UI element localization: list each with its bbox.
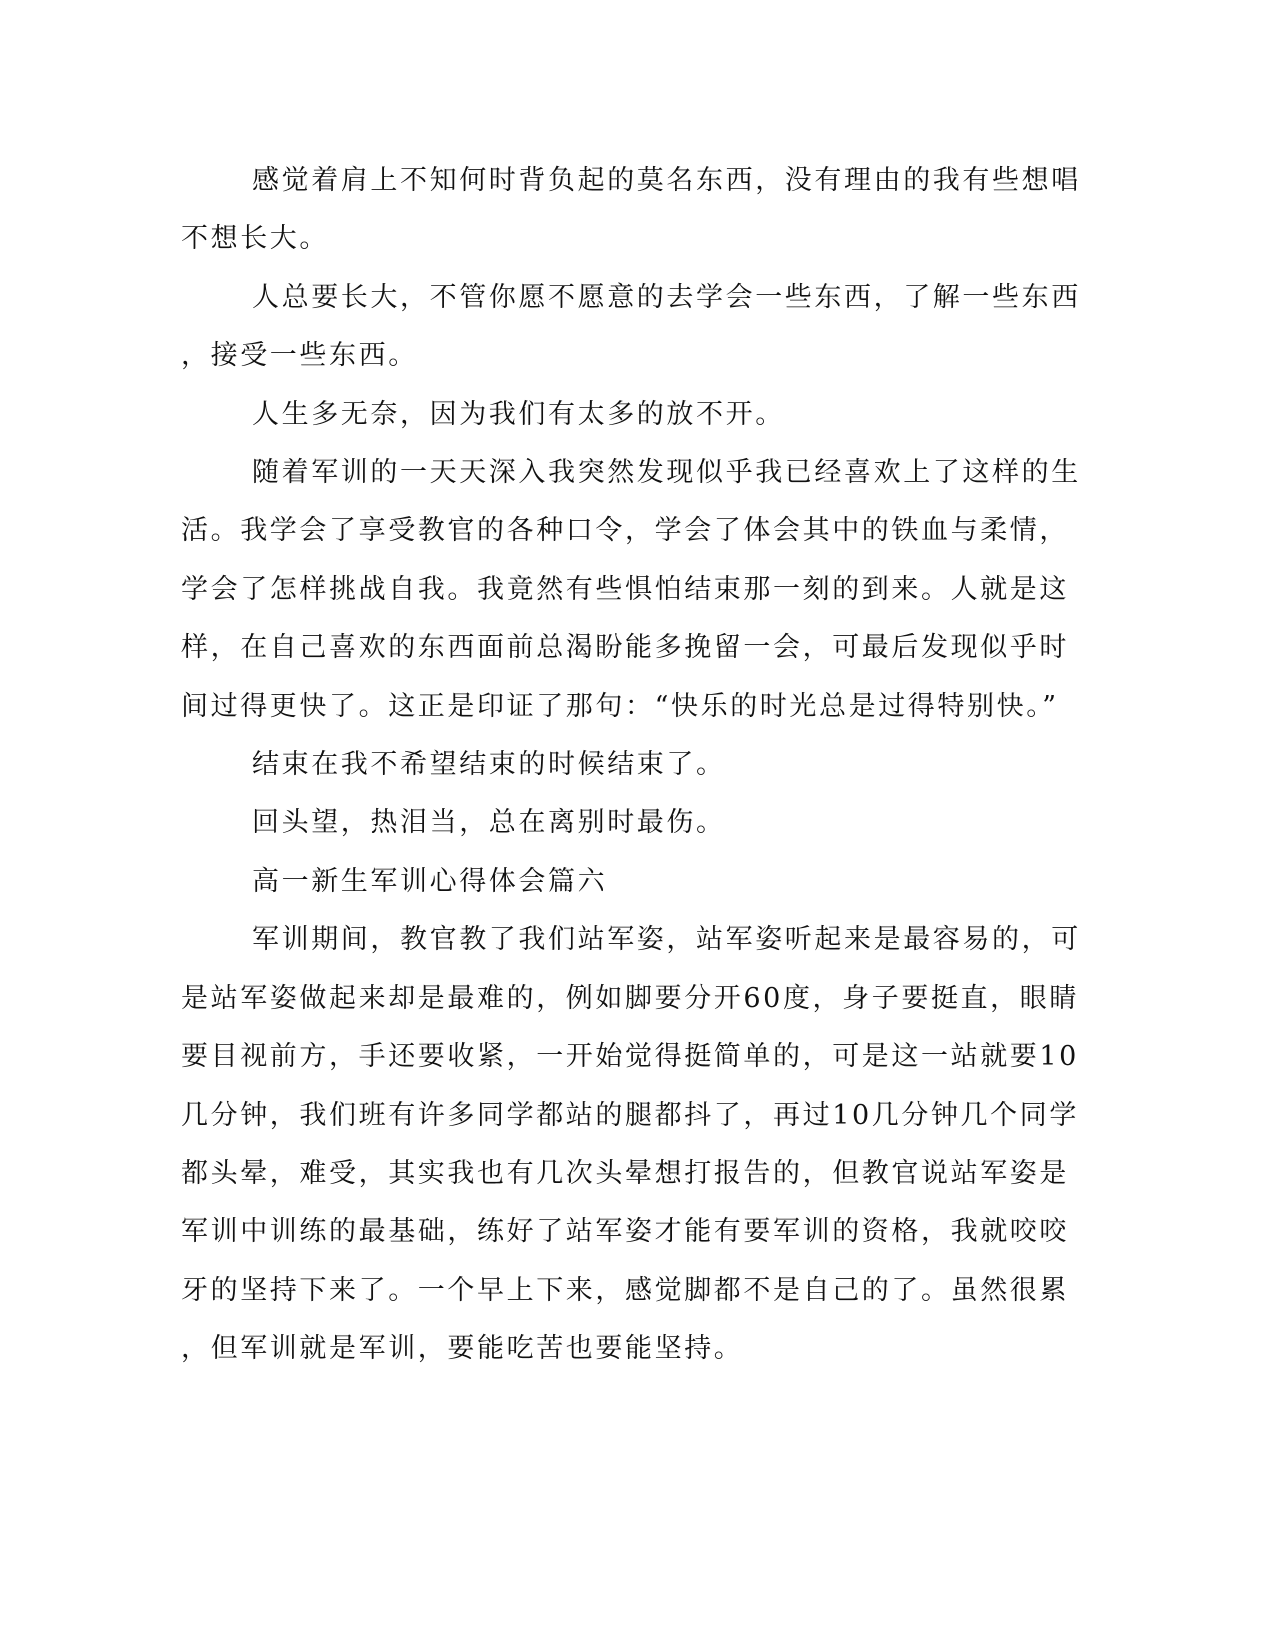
paragraph-3 xyxy=(181,386,1031,444)
text-line: 随着军训的一天天深入我突然发现似乎我已经喜欢上了这样的生 xyxy=(252,457,1081,489)
paragraph-1 xyxy=(181,152,1081,269)
paragraph-8 xyxy=(181,911,1081,1378)
text-line: 结束在我不希望结束的时候结束了。 xyxy=(252,749,726,781)
text-line: 是站军姿做起来却是最难的，例如脚要分开60度，身子要挺直，眼睛 xyxy=(181,982,1079,1014)
text-line: 不想长大。 xyxy=(181,223,329,255)
document-body xyxy=(181,152,1081,1379)
text-line: 间过得更快了。这正是印证了那句：“快乐的时光总是过得特别快。” xyxy=(181,690,1059,722)
text-line: 军训期间，教官教了我们站军姿，站军姿听起来是最容易的，可 xyxy=(252,924,1081,956)
text-line: 学会了怎样挑战自我。我竟然有些惧怕结束那一刻的到来。人就是这 xyxy=(181,573,1069,605)
paragraph-4 xyxy=(181,444,1081,736)
text-line: 牙的坚持下来了。一个早上下来，感觉脚都不是自己的了。虽然很累 xyxy=(181,1274,1069,1306)
text-line: 高一新生军训心得体会篇六 xyxy=(252,865,608,897)
text-line: ，但军训就是军训，要能吃苦也要能坚持。 xyxy=(181,1333,744,1365)
section-heading xyxy=(181,853,1031,911)
text-line: ，接受一些东西。 xyxy=(181,340,418,372)
text-line: 感觉着肩上不知何时背负起的莫名东西，没有理由的我有些想唱 xyxy=(252,165,1081,196)
text-line: 几分钟，我们班有许多同学都站的腿都抖了，再过10几分钟几个同学 xyxy=(181,1099,1079,1131)
text-line: 人生多无奈，因为我们有太多的放不开。 xyxy=(252,398,785,430)
text-line: 回头望，热泪当，总在离别时最伤。 xyxy=(252,807,726,839)
text-line: 都头晕，难受，其实我也有几次头晕想打报告的，但教官说站军姿是 xyxy=(181,1157,1069,1189)
text-line: 军训中训练的最基础，练好了站军姿才能有要军训的资格，我就咬咬 xyxy=(181,1216,1069,1248)
paragraph-6 xyxy=(181,794,1031,852)
paragraph-5 xyxy=(181,736,1031,794)
text-line: 样，在自己喜欢的东西面前总渴盼能多挽留一会，可最后发现似乎时 xyxy=(181,632,1069,664)
text-line: 人总要长大，不管你愿不愿意的去学会一些东西，了解一些东西 xyxy=(252,281,1081,313)
text-line: 要目视前方，手还要收紧，一开始觉得挺简单的，可是这一站就要10 xyxy=(181,1041,1079,1073)
text-line: 活。我学会了享受教官的各种口令，学会了体会其中的铁血与柔情， xyxy=(181,515,1069,547)
paragraph-2 xyxy=(181,269,1081,386)
